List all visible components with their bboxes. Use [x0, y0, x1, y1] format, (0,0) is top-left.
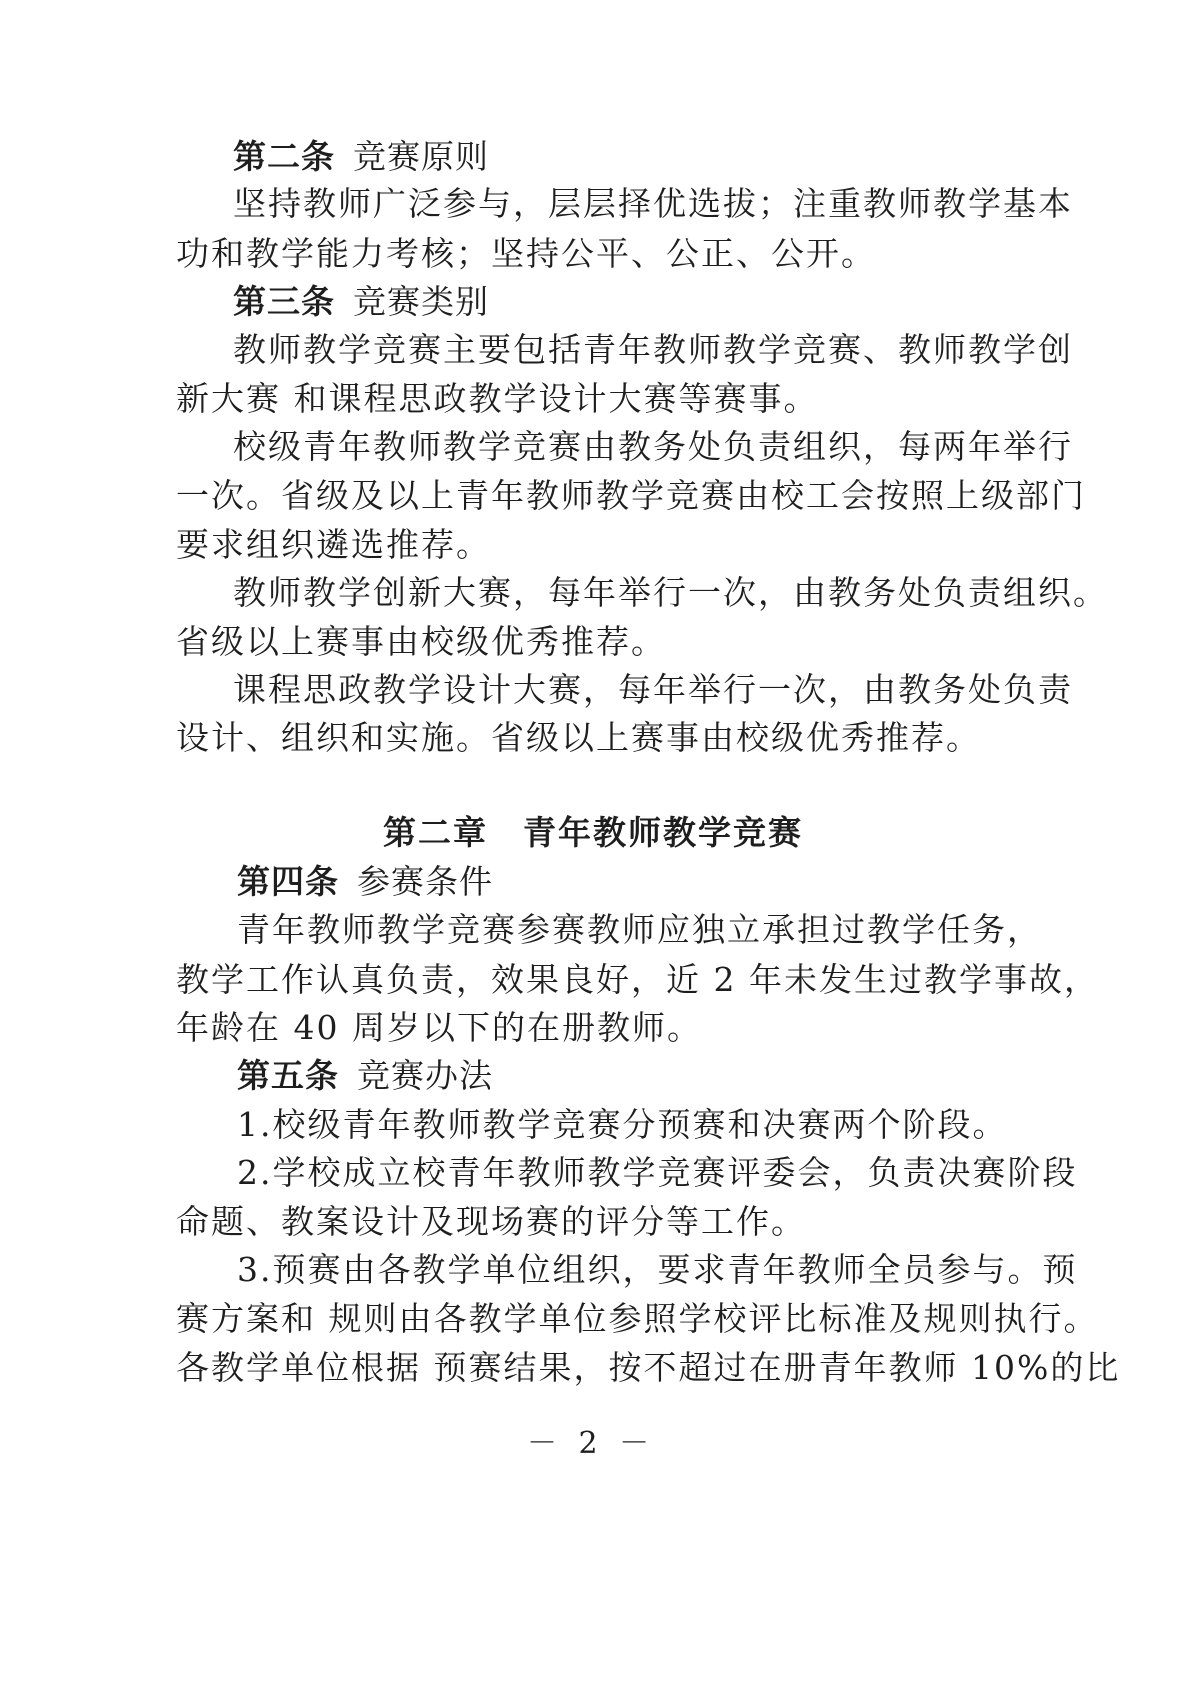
article-3-paragraph-line: 一次。省级及以上青年教师教学竞赛由校工会按照上级部门: [176, 476, 1086, 515]
article-5-item-line: 3.预赛由各教学单位组织，要求青年教师全员参与。预: [237, 1250, 1078, 1289]
article-5-title: 竞赛办法: [357, 1056, 493, 1095]
article-3-paragraph-line: 教师教学创新大赛，每年举行一次，由教务处负责组织。: [233, 573, 1108, 612]
article-3-paragraph-line: 要求组织遴选推荐。: [176, 525, 491, 564]
article-5-item-line: 命题、教案设计及现场赛的评分等工作。: [176, 1202, 806, 1241]
article-5-item-line: 各教学单位根据 预赛结果，按不超过在册青年教师 10%的比: [176, 1348, 1121, 1387]
article-5-item-line: 赛方案和 规则由各教学单位参照学校评比标准及规则执行。: [176, 1299, 1099, 1338]
article-5-heading: [237, 1056, 493, 1096]
article-4-title: 参赛条件: [357, 862, 493, 901]
article-3-paragraph-line: 新大赛 和课程思政教学设计大赛等赛事。: [176, 379, 819, 418]
article-5-item-line: 2.学校成立校青年教师教学竞赛评委会，负责决赛阶段: [237, 1153, 1078, 1192]
article-3-paragraph-line: 教师教学竞赛主要包括青年教师教学竞赛、教师教学创: [233, 330, 1073, 369]
article-2-heading: [233, 137, 489, 177]
article-4-number: 第四条: [237, 862, 339, 901]
article-4-paragraph-line: 年龄在 40 周岁以下的在册教师。: [176, 1008, 702, 1047]
article-4-paragraph-line: 青年教师教学竞赛参赛教师应独立承担过教学任务，: [237, 910, 1042, 949]
article-4-heading: [237, 862, 493, 902]
article-2-paragraph-line: 坚持教师广泛参与，层层择优选拔；注重教师教学基本: [233, 184, 1073, 223]
article-3-number: 第三条: [233, 282, 335, 321]
article-3-paragraph-line: 设计、组织和实施。省级以上赛事由校级优秀推荐。: [176, 718, 981, 757]
article-5-item-line: 1.校级青年教师教学竞赛分预赛和决赛两个阶段。: [237, 1105, 1008, 1144]
chapter-title: 第二章 青年教师教学竞赛: [383, 813, 803, 852]
page-number: － 2 －: [527, 1426, 656, 1461]
article-3-title: 竞赛类别: [353, 282, 489, 321]
article-3-paragraph-line: 课程思政教学设计大赛，每年举行一次，由教务处负责: [233, 670, 1073, 709]
article-3-paragraph-line: 校级青年教师教学竞赛由教务处负责组织，每两年举行: [233, 427, 1073, 466]
article-5-number: 第五条: [237, 1056, 339, 1095]
article-3-paragraph-line: 省级以上赛事由校级优秀推荐。: [176, 622, 666, 661]
article-2-title: 竞赛原则: [353, 137, 489, 176]
article-2-paragraph-line: 功和教学能力考核；坚持公平、公正、公开。: [176, 234, 876, 273]
article-2-number: 第二条: [233, 137, 335, 176]
article-3-heading: [233, 282, 489, 322]
article-4-paragraph-line: 教学工作认真负责，效果良好，近 2 年未发生过教学事故，: [176, 960, 1099, 999]
